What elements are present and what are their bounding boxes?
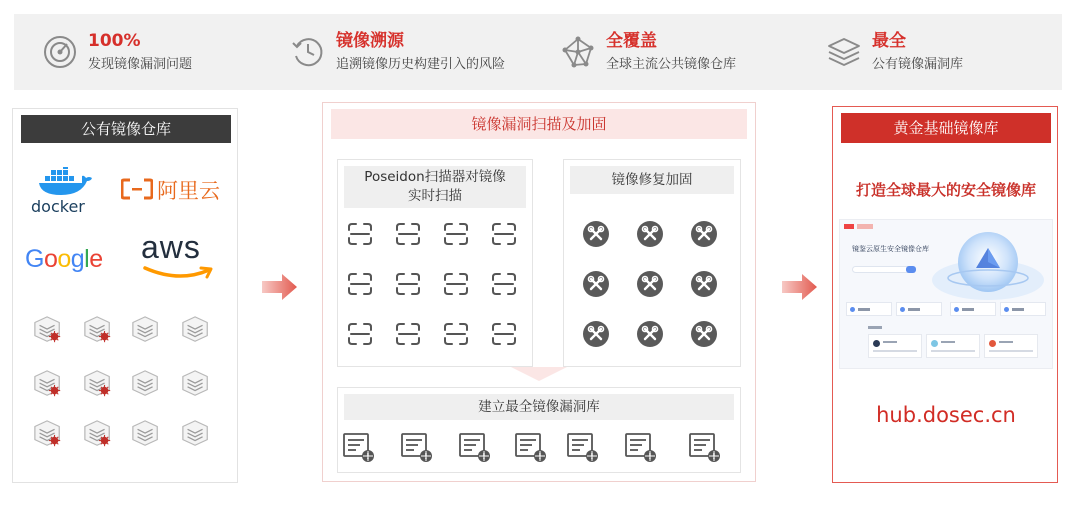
vulnerable-image-stack-icon — [33, 369, 63, 399]
scan-frame-icon — [394, 272, 422, 296]
vulnerable-image-stack-icon — [83, 369, 113, 399]
vuln-doc-icon — [458, 432, 492, 464]
vuln-doc-icon — [342, 432, 376, 464]
fix-title: 镜像修复加固 — [570, 166, 734, 194]
repair-tool-icon — [690, 220, 718, 248]
scan-frame-icon — [346, 222, 374, 246]
mini-stat-card — [950, 302, 996, 316]
vuln-doc-icon — [624, 432, 658, 464]
docker-label: docker — [31, 197, 85, 216]
image-stack-icon — [181, 419, 211, 449]
scan-frame-icon — [490, 222, 518, 246]
tagline: 打造全球最大的安全镜像库 — [855, 181, 1036, 199]
mini-stat-card — [846, 302, 892, 316]
mini-repo-line — [989, 350, 1033, 352]
mini-repo-card — [984, 334, 1038, 358]
aliyun-bracket-icon — [121, 178, 153, 200]
mini-repo-card — [926, 334, 980, 358]
image-stack-icon — [131, 369, 161, 399]
flow-arrow-icon — [782, 272, 818, 302]
mini-stat-bar — [908, 308, 920, 311]
scan-frame-icon — [346, 322, 374, 346]
mini-stat-dot — [900, 307, 905, 312]
mini-logo — [844, 224, 854, 229]
image-stack-icon — [181, 315, 211, 345]
mini-stat-dot — [1004, 307, 1009, 312]
repair-tool-icon — [582, 270, 610, 298]
google-logo — [25, 245, 121, 279]
repair-tool-icon — [690, 270, 718, 298]
panel-title: 镜像漏洞扫描及加固 — [331, 109, 747, 139]
mini-repo-dot — [873, 340, 880, 347]
docker-logo — [31, 167, 101, 221]
mini-repo-line — [931, 350, 975, 352]
hub-url[interactable]: hub.dosec.cn — [876, 403, 1016, 427]
svg-text:!: ! — [648, 452, 652, 461]
scan-frame-icon — [490, 322, 518, 346]
mini-stat-card — [1000, 302, 1046, 316]
svg-text:!: ! — [590, 452, 594, 461]
screenshot-heading: 镜鉴云原生安全镜像仓库 — [852, 245, 929, 253]
aws-label: aws — [141, 229, 201, 265]
mini-search-button — [906, 266, 916, 273]
feature-title: 最全 — [872, 31, 906, 51]
hero-sphere-illustration — [928, 222, 1046, 306]
golden-image-panel — [832, 106, 1058, 483]
feature-bar — [14, 14, 1062, 90]
layers-stack-icon — [826, 34, 862, 70]
mini-repo-line — [873, 350, 917, 352]
mini-section-label — [868, 326, 882, 329]
scan-frame-icon — [490, 272, 518, 296]
mini-repo-line — [999, 341, 1013, 343]
scanner-box — [337, 159, 533, 367]
image-stack-icon — [131, 419, 161, 449]
mini-search-input — [852, 266, 914, 273]
target-gauge-icon — [42, 34, 78, 70]
aliyun-label: 阿里云 — [157, 179, 220, 203]
svg-text:!: ! — [482, 452, 486, 461]
scan-frame-icon — [442, 272, 470, 296]
library-title: 建立最全镜像漏洞库 — [344, 394, 734, 420]
image-stack-icon — [131, 315, 161, 345]
feature-subtitle: 全球主流公共镜像仓库 — [606, 57, 737, 72]
scan-frame-icon — [394, 322, 422, 346]
feature-subtitle: 公有镜像漏洞库 — [872, 57, 964, 72]
mini-stat-bar — [1012, 308, 1024, 311]
vuln-library-box — [337, 387, 741, 473]
fix-box — [563, 159, 741, 367]
scan-harden-panel — [322, 102, 756, 482]
vuln-doc-icon — [400, 432, 434, 464]
mini-logo-text — [857, 224, 873, 229]
feature-title: 镜像溯源 — [336, 31, 404, 51]
mini-stat-bar — [858, 308, 870, 311]
scanner-title — [344, 166, 526, 208]
mini-stat-bar — [962, 308, 974, 311]
feature-subtitle: 发现镜像漏洞问题 — [88, 57, 193, 72]
scan-frame-icon — [442, 322, 470, 346]
repair-tool-icon — [636, 320, 664, 348]
feature-subtitle: 追溯镜像历史构建引入的风险 — [336, 57, 506, 72]
mini-repo-dot — [931, 340, 938, 347]
mini-repo-line — [941, 341, 955, 343]
vuln-doc-icon — [566, 432, 600, 464]
hub-screenshot — [839, 219, 1053, 369]
vulnerable-image-stack-icon — [83, 419, 113, 449]
vulnerable-image-stack-icon — [33, 419, 63, 449]
down-chevron-icon — [511, 367, 567, 383]
feature-title: 全覆盖 — [606, 31, 657, 51]
mini-stat-dot — [850, 307, 855, 312]
vulnerable-image-stack-icon — [33, 315, 63, 345]
vulnerable-image-stack-icon — [83, 315, 113, 345]
scan-frame-icon — [442, 222, 470, 246]
repair-tool-icon — [636, 220, 664, 248]
repair-tool-icon — [636, 270, 664, 298]
svg-text:!: ! — [712, 452, 716, 461]
google-label: Google — [25, 245, 103, 273]
svg-text:!: ! — [424, 452, 428, 461]
mini-stat-card — [896, 302, 942, 316]
image-stack-icon — [181, 369, 211, 399]
scan-frame-icon — [346, 272, 374, 296]
aliyun-logo — [121, 175, 231, 205]
vuln-doc-icon — [688, 432, 722, 464]
feature-title: 100% — [88, 31, 141, 51]
vuln-doc-icon — [514, 432, 548, 464]
scanner-title-line1: Poseidon扫描器对镜像 — [364, 169, 506, 185]
mini-repo-card — [868, 334, 922, 358]
public-registry-panel — [12, 108, 238, 483]
svg-text:!: ! — [366, 452, 370, 461]
docker-whale-icon — [37, 167, 93, 197]
svg-text:!: ! — [538, 452, 542, 461]
history-clock-icon — [290, 34, 326, 70]
repair-tool-icon — [582, 220, 610, 248]
mini-repo-line — [883, 341, 897, 343]
repair-tool-icon — [690, 320, 718, 348]
panel-title: 黄金基础镜像库 — [841, 113, 1051, 143]
scan-frame-icon — [394, 222, 422, 246]
aws-logo — [141, 229, 221, 283]
aws-smile-arrow-icon — [143, 265, 217, 281]
mini-repo-dot — [989, 340, 996, 347]
panel-title: 公有镜像仓库 — [21, 115, 231, 143]
repair-tool-icon — [582, 320, 610, 348]
flow-arrow-icon — [262, 272, 298, 302]
mini-stat-dot — [954, 307, 959, 312]
scanner-title-line2: 实时扫描 — [408, 188, 462, 204]
network-nodes-icon — [560, 34, 596, 70]
